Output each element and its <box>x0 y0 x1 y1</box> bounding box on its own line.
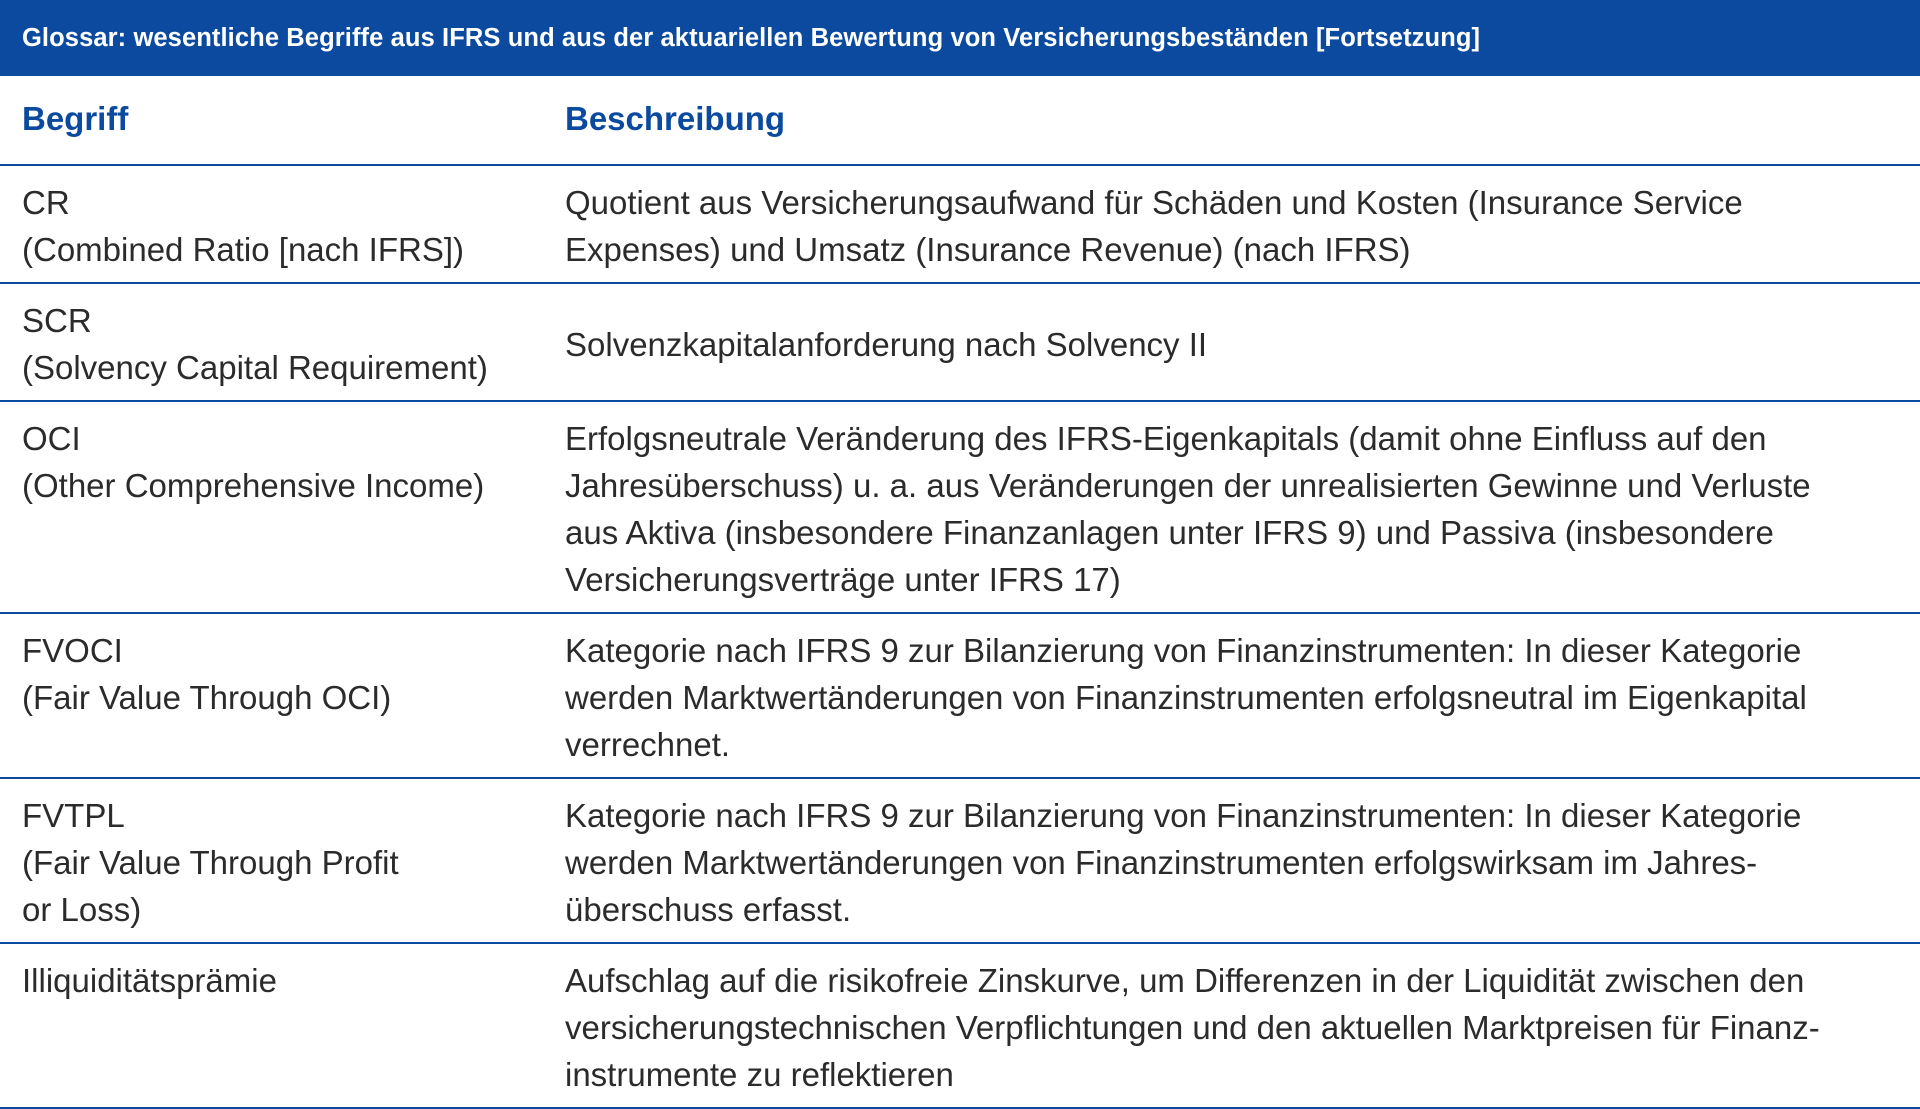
description-line: versicherungstechnischen Verpflichtungen und den aktuellen Marktpreisen für Finanz- <box>565 1009 1820 1046</box>
term-line: or Loss) <box>22 891 142 928</box>
description-line: Jahresüberschuss) u. a. aus Veränderungen der unrealisierten Gewinne und Verluste <box>565 467 1811 504</box>
term-line: (Fair Value Through OCI) <box>22 679 392 716</box>
term-line: CR <box>22 184 70 221</box>
description-line: aus Aktiva (insbesondere Finanzanlagen unter IFRS 9) und Passiva (insbesondere <box>565 514 1774 551</box>
term-cell <box>0 613 565 778</box>
description-cell <box>565 613 1920 778</box>
term-cell <box>0 165 565 283</box>
description-cell <box>565 778 1920 943</box>
table-header <box>0 76 1920 165</box>
term-cell <box>0 283 565 401</box>
description-line: Quotient aus Versicherungsaufwand für Schäden und Kosten (Insurance Service <box>565 184 1743 221</box>
description-cell <box>565 943 1920 1108</box>
term-cell <box>0 943 565 1108</box>
description-cell <box>565 401 1920 613</box>
term-line: FVOCI <box>22 632 123 669</box>
description-line: instrumente zu reflektieren <box>565 1056 954 1093</box>
description-line: überschuss erfasst. <box>565 891 852 928</box>
table-row <box>0 943 1920 1108</box>
description-line: Solvenzkapitalanforderung nach Solvency II <box>565 325 1208 363</box>
table-row <box>0 401 1920 613</box>
table-row <box>0 613 1920 778</box>
description-line: Kategorie nach IFRS 9 zur Bilanzierung von Finanzinstrumenten: In dieser Kategorie <box>565 797 1802 834</box>
table-body <box>0 165 1920 1108</box>
table-row <box>0 283 1920 401</box>
term-line: (Combined Ratio [nach IFRS]) <box>22 231 465 268</box>
column-header-description: Beschreibung <box>565 76 1920 165</box>
description-line: werden Marktwertänderungen von Finanzinstrumenten erfolgswirksam im Jahres- <box>565 844 1758 881</box>
term-line: (Solvency Capital Requirement) <box>22 349 488 386</box>
description-line: Kategorie nach IFRS 9 zur Bilanzierung von Finanzinstrumenten: In dieser Kategorie <box>565 632 1802 669</box>
description-line: Versicherungsverträge unter IFRS 17) <box>565 561 1121 598</box>
header-row <box>0 76 1920 165</box>
table-title: Glossar: wesentliche Begriffe aus IFRS und aus der aktuariellen Bewertung von Versicherungsbeständen [Fortsetzung] <box>0 0 1920 76</box>
table-row <box>0 778 1920 943</box>
description-line: Aufschlag auf die risikofreie Zinskurve, um Differenzen in der Liquidität zwischen den <box>565 962 1805 999</box>
term-line: (Other Comprehensive Income) <box>22 467 485 504</box>
term-line: Illiquiditätsprämie <box>22 962 277 999</box>
glossary-table <box>0 76 1920 1109</box>
description-cell <box>565 165 1920 283</box>
term-line: SCR <box>22 302 92 339</box>
description-line: Expenses) und Umsatz (Insurance Revenue) (nach IFRS) <box>565 231 1411 268</box>
description-cell <box>565 283 1920 401</box>
description-line: werden Marktwertänderungen von Finanzinstrumenten erfolgsneutral im Eigenkapital <box>565 679 1807 716</box>
table-row <box>0 165 1920 283</box>
column-header-term: Begriff <box>0 76 565 165</box>
term-line: FVTPL <box>22 797 125 834</box>
description-line: verrechnet. <box>565 726 731 763</box>
term-line: (Fair Value Through Profit <box>22 844 399 881</box>
term-cell <box>0 778 565 943</box>
description-line: Erfolgsneutrale Veränderung des IFRS-Eigenkapitals (damit ohne Einfluss auf den <box>565 420 1767 457</box>
term-line: OCI <box>22 420 81 457</box>
term-cell <box>0 401 565 613</box>
